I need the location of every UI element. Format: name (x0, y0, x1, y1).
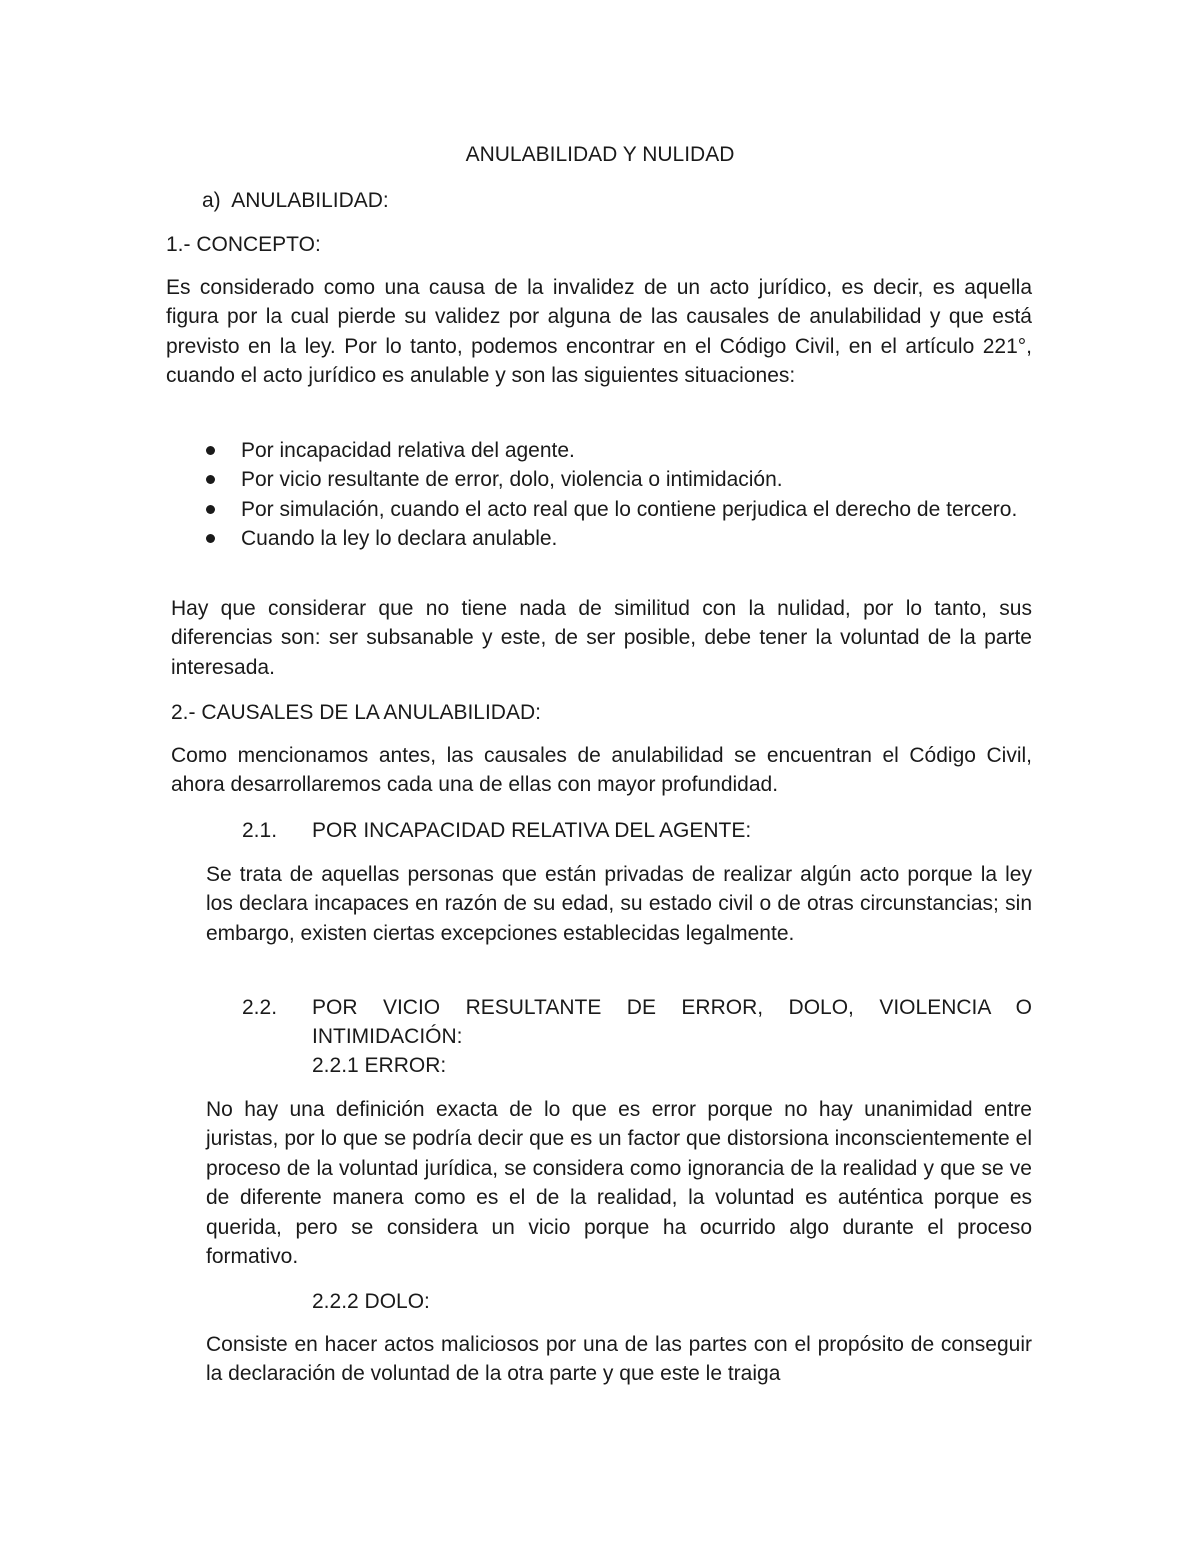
heading-2-1-number: 2.1. (242, 819, 278, 842)
bullet-icon (206, 534, 215, 543)
paragraph-concepto: Es considerado como una causa de la invalidez de un acto jurídico, es decir, es aquella figura por la cual pierde su validez por alguna de las causales de anulabilidad y que está previsto en la ley. Por lo tanto, podemos encontrar en el Código Civil, en el artículo 221°, cuando el acto jurídico es anulable y son las siguientes situaciones: (166, 276, 1032, 388)
list-item: Por incapacidad relativa del agente. (206, 436, 1032, 465)
section-a-marker: a) (202, 189, 221, 212)
paragraph-error: No hay una definición exacta de lo que es error porque no hay unanimidad entre juristas, por lo que se podría decir que es un factor que distorsiona inconscientemente el proceso de la voluntad jurídica, se considera como ignorancia de la realidad y que se ve de diferente manera como es el de la realidad, la voluntad es auténtica porque es querida, pero se considera un vicio porque ha ocurrido algo durante el proceso formativo. (206, 1098, 1032, 1269)
paragraph-diferencias: Hay que considerar que no tiene nada de similitud con la nulidad, por lo tanto, sus diferencias son: ser subsanable y este, de ser posible, debe tener la voluntad de la parte interesada. (171, 597, 1032, 679)
paragraph-incapacidad: Se trata de aquellas personas que están privadas de realizar algún acto porque la ley los declara incapaces en razón de su edad, su estado civil o de otras circunstancias; sin embargo, existen ciertas excepciones establecidas legalmente. (206, 863, 1032, 945)
heading-2-1 (242, 816, 751, 845)
document-title: ANULABILIDAD Y NULIDAD (465, 143, 735, 166)
heading-2-2-1: 2.2.1 ERROR: (312, 1054, 447, 1077)
causales-list (206, 436, 1032, 554)
list-item: Por vicio resultante de error, dolo, violencia o intimidación. (206, 465, 1032, 494)
list-item: Por simulación, cuando el acto real que lo contiene perjudica el derecho de tercero. (206, 495, 1032, 524)
paragraph-dolo: Consiste en hacer actos maliciosos por una de las partes con el propósito de conseguir la declaración de voluntad de la otra parte y que este le traiga (206, 1333, 1032, 1386)
heading-concepto: 1.- CONCEPTO: (166, 233, 321, 256)
bullet-icon (206, 505, 215, 514)
paragraph-causales-intro: Como mencionamos antes, las causales de anulabilidad se encuentran el Código Civil, ahora desarrollaremos cada una de ellas con mayor profundidad. (171, 744, 1032, 797)
heading-2-2-2: 2.2.2 DOLO: (312, 1290, 430, 1313)
heading-2-2 (242, 993, 1032, 1052)
bullet-icon (206, 446, 215, 455)
list-item: Cuando la ley lo declara anulable. (206, 524, 1032, 553)
section-a-label: ANULABILIDAD: (231, 189, 389, 212)
heading-2-1-label: POR INCAPACIDAD RELATIVA DEL AGENTE: (312, 819, 752, 842)
bullet-icon (206, 475, 215, 484)
section-a-heading (202, 186, 389, 215)
heading-causales: 2.- CAUSALES DE LA ANULABILIDAD: (171, 701, 541, 724)
heading-2-2-number: 2.2. (242, 996, 278, 1019)
heading-2-2-label: POR VICIO RESULTANTE DE ERROR, DOLO, VIOLENCIA O INTIMIDACIÓN: (312, 996, 1032, 1049)
